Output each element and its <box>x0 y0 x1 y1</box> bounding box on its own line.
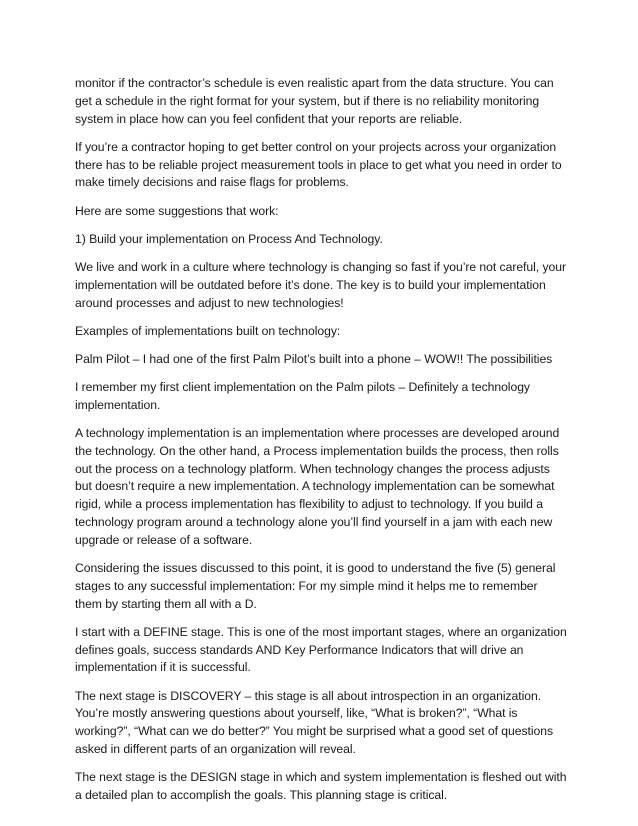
paragraph-technology-vs-process: A technology implementation is an implementation where processes are developed around the technology. On the other hand, a Process implementation builds the process, then rolls out the process on a technology platform. When technology changes the process adjusts but doesn’t require a new implementation. A technology implementation can be somewhat rigid, while a process implementation has flexibility to adjust to technology. If you build a technology program around a technology alone you’ll find yourself in a jam with each new upgrade or release of a software. <box>75 426 560 547</box>
paragraph-contractor-control: If you’re a contractor hoping to get better control on your projects across your organization there has to be reliable project measurement tools in place to get what you need in order to make timely decisions and raise flags for problems. <box>75 139 562 190</box>
document-page <box>75 75 567 815</box>
paragraph-define-stage: I start with a DEFINE stage. This is one of the most important stages, where an organization defines goals, success standards AND Key Performance Indicators that will drive an implementation if it is successful. <box>75 624 567 675</box>
paragraph-palm-pilot: Palm Pilot – I had one of the first Palm Pilot’s built into a phone – WOW!! The possibilities <box>75 351 553 366</box>
paragraph-five-stages: Considering the issues discussed to this point, it is good to understand the five (5) general stages to any successful implementation: For my simple mind it helps me to remember them by starting them all with a D. <box>75 561 556 611</box>
paragraph-technology-culture: We live and work in a culture where technology is changing so fast if you’re not careful, your implementation will be outdated before it’s done. The key is to build your implementation around processes and adjust to new technologies! <box>75 259 566 310</box>
paragraph-first-client: I remember my first client implementation on the Palm pilots – Definitely a technology implementation. <box>75 380 530 412</box>
paragraph-examples-intro: Examples of implementations built on technology: <box>75 323 341 338</box>
paragraph-schedule-monitoring: monitor if the contractor’s schedule is even realistic apart from the data structure. You can get a schedule in the right format for your system, but if there is no reliability monitoring system in place how can you feel confident that your reports are reliable. <box>75 76 554 126</box>
paragraph-suggestion-1: 1) Build your implementation on Process And Technology. <box>75 231 383 246</box>
paragraph-design-stage: The next stage is the DESIGN stage in which and system implementation is fleshed out with a detailed plan to accomplish the goals. This planning stage is critical. <box>75 770 567 802</box>
paragraph-discovery-stage: The next stage is DISCOVERY – this stage is all about introspection in an organization. You’re mostly answering questions about yourself, like, “What is broken?”, “What is working?”, “What can we do better?” You might be surprised what a good set of questions asked in different parts of an organization will reveal. <box>75 688 554 756</box>
paragraph-suggestions-intro: Here are some suggestions that work: <box>75 203 279 218</box>
